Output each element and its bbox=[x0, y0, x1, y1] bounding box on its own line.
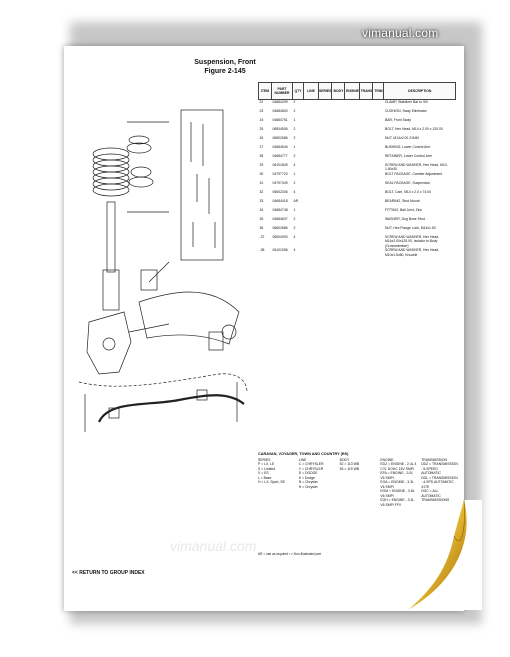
table-row bbox=[259, 163, 456, 172]
cell-trim bbox=[373, 190, 384, 199]
cell-part-number: 04684748 bbox=[272, 208, 288, 212]
cell-part-number: 04684777 bbox=[272, 154, 288, 158]
cell-description: SCREW AND WASHER, Hex Head, M10-1.50x30 bbox=[384, 163, 448, 172]
cell-part-number: 04684637 bbox=[272, 217, 288, 221]
cell-series bbox=[319, 136, 332, 145]
cell-description: BAR, Front Sway bbox=[384, 118, 411, 122]
cell-line bbox=[304, 136, 319, 145]
table-row bbox=[259, 118, 456, 127]
table-row bbox=[259, 109, 456, 118]
cell-description: SCREW AND WASHER, Hex Head, M10x1.5x80, Knuckle bbox=[384, 248, 440, 257]
cell-trans bbox=[360, 208, 373, 217]
legend-header-series: SERIES bbox=[258, 457, 271, 462]
cell-trim bbox=[373, 163, 384, 172]
suspension-diagram bbox=[69, 82, 253, 442]
cell-trans bbox=[360, 190, 373, 199]
table-row bbox=[259, 154, 456, 163]
cell-line bbox=[304, 235, 319, 248]
cell-body bbox=[332, 172, 345, 181]
legend-series bbox=[258, 458, 295, 508]
cell-series bbox=[319, 100, 332, 110]
cell-trim bbox=[373, 109, 384, 118]
cell-part-number: 06101056 bbox=[272, 248, 288, 253]
cell-body bbox=[332, 145, 345, 154]
cell-item: 28 bbox=[259, 154, 264, 158]
cell-qty: 2 bbox=[293, 100, 296, 104]
cell-part-number: 04684751 bbox=[272, 118, 288, 122]
col-qty: QTY bbox=[293, 83, 304, 100]
footnote: AR = use as required • = Non-Illustrated part bbox=[258, 552, 321, 556]
cell-engine bbox=[345, 154, 360, 163]
cell-series bbox=[319, 163, 332, 172]
cell-engine bbox=[345, 248, 360, 257]
cell-series bbox=[319, 118, 332, 127]
cell-item: 25 bbox=[259, 127, 264, 131]
cell-engine bbox=[345, 127, 360, 136]
cell-qty: 1 bbox=[293, 145, 296, 149]
cell-series bbox=[319, 109, 332, 118]
legend-entry: EDZ = ENGINE - 2.4L 4 CYL DOHC 16V SMPI bbox=[380, 462, 417, 471]
cell-line bbox=[304, 154, 319, 163]
cell-line bbox=[304, 127, 319, 136]
cell-engine bbox=[345, 217, 360, 226]
cell-line bbox=[304, 217, 319, 226]
cell-body bbox=[332, 199, 345, 208]
figure-number: Figure 2-145 bbox=[204, 68, 246, 75]
cell-body bbox=[332, 217, 345, 226]
legend-entry: C = CHRYSLER bbox=[298, 462, 324, 466]
cell-line bbox=[304, 199, 319, 208]
cell-part-number: 04797449 bbox=[272, 181, 288, 185]
cell-line bbox=[304, 208, 319, 217]
cell-part-number: 04684418 bbox=[272, 199, 288, 203]
cell-description: NUT, M14x2.00 21MM bbox=[384, 136, 419, 140]
cell-item: 26 bbox=[259, 136, 264, 140]
col-engine: ENGINE bbox=[345, 83, 360, 100]
legend-body bbox=[340, 458, 377, 508]
cell-qty: 4 bbox=[293, 190, 296, 194]
table-row bbox=[259, 208, 456, 217]
legend-entry: H = LX, Sport, SE bbox=[258, 480, 285, 484]
cell-trans bbox=[360, 248, 373, 257]
cell-trim bbox=[373, 136, 384, 145]
cell-description: SCREW AND WASHER, Hex Head, M14x2.00x125.00, Isolator to Body (Crossmember) bbox=[384, 235, 440, 248]
cell-trans bbox=[360, 217, 373, 226]
legend-header-engine: ENGINE bbox=[380, 457, 394, 462]
cell-series bbox=[319, 208, 332, 217]
cell-item: 30 bbox=[259, 172, 264, 176]
cell-series bbox=[319, 154, 332, 163]
cell-line bbox=[304, 172, 319, 181]
cell-part-number: 06101849 bbox=[272, 163, 288, 167]
table-row bbox=[259, 235, 456, 248]
col-description: DESCRIPTION bbox=[384, 83, 456, 100]
cell-part-number: 04797723 bbox=[272, 172, 288, 176]
cell-description: CUSHION, Sway Eliminator bbox=[384, 109, 427, 113]
page-title bbox=[120, 58, 330, 76]
table-row bbox=[259, 217, 456, 226]
cell-item: 27 bbox=[259, 145, 264, 149]
cell-trim bbox=[373, 217, 384, 226]
cell-trans bbox=[360, 136, 373, 145]
cell-item: 29 bbox=[259, 163, 264, 167]
cell-part-number: 06504093 bbox=[272, 235, 288, 239]
cell-trans bbox=[360, 199, 373, 208]
col-trim: TRIM bbox=[373, 83, 384, 100]
cell-item: 22 bbox=[259, 100, 264, 104]
cell-line bbox=[304, 100, 319, 110]
cell-line bbox=[304, 226, 319, 235]
cell-body bbox=[332, 226, 345, 235]
legend-entry: N = Chrysler bbox=[298, 480, 318, 484]
cell-qty: 2 bbox=[293, 154, 296, 158]
cell-trim bbox=[373, 127, 384, 136]
cell-trim bbox=[373, 181, 384, 190]
legend-entry: DGC = ALL AUTOMATIC TRANSMISSIONS bbox=[421, 489, 450, 502]
cell-series bbox=[319, 226, 332, 235]
cell-part-number: 04684800 bbox=[272, 109, 288, 113]
cell-item: 35 bbox=[259, 217, 264, 221]
cell-body bbox=[332, 190, 345, 199]
table-row bbox=[259, 199, 456, 208]
col-trans: TRANS bbox=[360, 83, 373, 100]
cell-description: FITTING, Ball Joint, Zinc bbox=[384, 208, 423, 212]
legend-entry: DGL = TRANSMISSION - 4-SPD AUTOMATIC 41TE bbox=[421, 475, 458, 489]
legend-header-line: LINE bbox=[298, 457, 307, 462]
cell-description: BEARING, Strut Mount bbox=[384, 199, 420, 203]
legend-entry: S = Limited bbox=[258, 466, 276, 471]
legend-entry: L = Base bbox=[258, 475, 272, 480]
cell-trim bbox=[373, 208, 384, 217]
cell-trim bbox=[373, 199, 384, 208]
cell-description: WASHER, Dog Bone Strut bbox=[384, 217, 425, 221]
cell-engine bbox=[345, 109, 360, 118]
legend-entry: EFA = ENGINE - 3.0L V6 SMPI bbox=[380, 471, 413, 480]
cell-engine bbox=[345, 118, 360, 127]
cell-description: BOLT, Cam, M14 x 2.0 x 74.00 bbox=[384, 190, 432, 194]
cell-description: SEAL PACKAGE, Suspension bbox=[384, 181, 431, 185]
cell-qty: 2 bbox=[293, 109, 296, 113]
legend-header-transmission: TRANSMISSION bbox=[421, 457, 447, 462]
crossmember-outline bbox=[79, 374, 247, 392]
cell-engine bbox=[345, 199, 360, 208]
cell-part-number: 04684546 bbox=[272, 145, 288, 149]
legend-entry: EGH = ENGINE - 3.3L V6 SMPI FFV bbox=[380, 498, 415, 507]
cell-part-number: 06502886 bbox=[272, 226, 288, 230]
cell-engine bbox=[345, 136, 360, 145]
cell-line bbox=[304, 109, 319, 118]
cell-line bbox=[304, 118, 319, 127]
table-row bbox=[259, 248, 456, 257]
legend-title: CARAVAN, VOYAGER, TOWN AND COUNTRY (RS) bbox=[258, 452, 349, 456]
cell-qty: 1 bbox=[293, 118, 296, 122]
cell-body bbox=[332, 136, 345, 145]
cell-description: CLAMP, Stabilizer Bar to Sill bbox=[384, 100, 428, 104]
cell-trans bbox=[360, 145, 373, 154]
cell-item: 34 bbox=[259, 208, 264, 212]
cell-qty: 2 bbox=[293, 136, 296, 140]
cell-body bbox=[332, 163, 345, 172]
cell-body bbox=[332, 208, 345, 217]
sway-bar bbox=[99, 395, 244, 422]
cell-part-number: 06502306 bbox=[272, 190, 288, 194]
col-series: SERIES bbox=[319, 83, 332, 100]
cell-qty: 4 bbox=[293, 163, 296, 167]
cell-series bbox=[319, 127, 332, 136]
cell-engine bbox=[345, 145, 360, 154]
legend-entry: 52 = 113 WB bbox=[339, 462, 360, 466]
cell-item: -37 bbox=[259, 235, 265, 239]
cell-part-number: 06502686 bbox=[272, 136, 288, 140]
cell-description: NUT, Hex Flange Lock, M14x1.50 bbox=[384, 226, 436, 230]
table-header-row bbox=[259, 83, 456, 100]
legend-line bbox=[299, 458, 336, 508]
cell-engine bbox=[345, 163, 360, 172]
legend-header-body: BODY bbox=[339, 457, 350, 462]
cell-qty: 2 bbox=[293, 181, 296, 185]
cell-trans bbox=[360, 109, 373, 118]
cell-qty: 4 bbox=[293, 248, 296, 253]
table-row bbox=[259, 172, 456, 181]
cell-trans bbox=[360, 127, 373, 136]
cell-trim bbox=[373, 172, 384, 181]
cell-part-number: 04684299 bbox=[272, 100, 288, 104]
cell-trans bbox=[360, 154, 373, 163]
cell-qty: 2 bbox=[293, 226, 296, 230]
strut-body bbox=[103, 270, 119, 310]
legend-entry: Y = CHRYSLER bbox=[298, 466, 324, 471]
cell-description: BOLT, Hex Head, M14 x 2.00 x 120.00 bbox=[384, 127, 443, 131]
cell-series bbox=[319, 172, 332, 181]
cell-trim bbox=[373, 145, 384, 154]
col-item: ITEM bbox=[259, 83, 272, 100]
cell-trans bbox=[360, 100, 373, 110]
cell-line bbox=[304, 181, 319, 190]
cell-trans bbox=[360, 172, 373, 181]
cell-engine bbox=[345, 226, 360, 235]
cell-body bbox=[332, 100, 345, 110]
cell-line bbox=[304, 163, 319, 172]
table-row bbox=[259, 190, 456, 199]
table-row bbox=[259, 226, 456, 235]
table-row bbox=[259, 145, 456, 154]
cell-body bbox=[332, 109, 345, 118]
cell-item: 36 bbox=[259, 226, 264, 230]
legend-entry: K = Dodge bbox=[298, 475, 315, 480]
cell-qty: 2 bbox=[293, 217, 296, 221]
cell-trim bbox=[373, 154, 384, 163]
cell-engine bbox=[345, 172, 360, 181]
cell-trim bbox=[373, 118, 384, 127]
legend-entry: P = LX, LE bbox=[258, 462, 275, 466]
lower-control-arm bbox=[139, 292, 239, 344]
table-row bbox=[259, 127, 456, 136]
cell-trim bbox=[373, 235, 384, 248]
cell-trans bbox=[360, 118, 373, 127]
legend-entry: EGM = ENGINE - 3.8L V6 SMPI bbox=[380, 489, 415, 498]
coil-spring bbox=[93, 148, 129, 196]
cell-body bbox=[332, 127, 345, 136]
col-part-number: PART NUMBER bbox=[272, 83, 293, 100]
cell-series bbox=[319, 217, 332, 226]
legend-entry: X = ES bbox=[258, 471, 269, 475]
cell-series bbox=[319, 181, 332, 190]
cell-series bbox=[319, 145, 332, 154]
center-watermark: vimanual.com bbox=[170, 538, 257, 554]
cell-body bbox=[332, 235, 345, 248]
cell-engine bbox=[345, 181, 360, 190]
col-line: LINE bbox=[304, 83, 319, 100]
cell-series bbox=[319, 248, 332, 257]
cell-trim bbox=[373, 100, 384, 110]
table-row bbox=[259, 136, 456, 145]
cell-qty: 1 bbox=[293, 172, 296, 176]
cell-trans bbox=[360, 163, 373, 172]
cell-qty: 1 bbox=[293, 208, 296, 212]
cell-qty: AR bbox=[293, 199, 299, 203]
page-curl-icon bbox=[404, 496, 488, 612]
cell-item: 32 bbox=[259, 190, 264, 194]
cell-trim bbox=[373, 248, 384, 257]
cell-item: -38 bbox=[259, 248, 265, 253]
cell-trans bbox=[360, 235, 373, 248]
cell-line bbox=[304, 190, 319, 199]
cell-item: 24 bbox=[259, 118, 264, 122]
cell-line bbox=[304, 145, 319, 154]
cell-description: RETAINER, Lower Control Arm bbox=[384, 154, 432, 158]
parts-table bbox=[258, 82, 456, 257]
steering-knuckle bbox=[87, 312, 131, 374]
table-row bbox=[259, 100, 456, 110]
cell-part-number: 06504506 bbox=[272, 127, 288, 131]
cell-description: BOLT PACKAGE, Camber Adjustment bbox=[384, 172, 443, 176]
cell-trans bbox=[360, 181, 373, 190]
cell-item: 31 bbox=[259, 181, 264, 185]
cell-qty: 2 bbox=[293, 127, 296, 131]
cell-series bbox=[319, 190, 332, 199]
bushing-box bbox=[141, 270, 157, 290]
cell-item: 33 bbox=[259, 199, 264, 203]
cell-line bbox=[304, 248, 319, 257]
return-to-group-index-link[interactable]: << RETURN TO GROUP INDEX bbox=[72, 570, 145, 576]
cell-trim bbox=[373, 226, 384, 235]
hardware-group-box bbox=[181, 110, 223, 260]
cell-item: 23 bbox=[259, 109, 264, 113]
col-body: BODY bbox=[332, 83, 345, 100]
cell-engine bbox=[345, 100, 360, 110]
cell-description: BUSHING, Lower Control Arm bbox=[384, 145, 431, 149]
cell-series bbox=[319, 235, 332, 248]
cell-body bbox=[332, 181, 345, 190]
section-title: Suspension, Front bbox=[194, 59, 256, 66]
cell-qty: 4 bbox=[293, 235, 296, 239]
legend-entry: D = DODGE bbox=[298, 471, 318, 475]
cell-body bbox=[332, 154, 345, 163]
legend-entry: H = Chrysler bbox=[298, 484, 318, 489]
cell-engine bbox=[345, 235, 360, 248]
table-row bbox=[259, 181, 456, 190]
cell-series bbox=[319, 199, 332, 208]
strut-mount bbox=[127, 136, 153, 187]
cell-body bbox=[332, 248, 345, 257]
cell-engine bbox=[345, 190, 360, 199]
strut bbox=[107, 202, 115, 272]
cell-engine bbox=[345, 208, 360, 217]
legend-entry: EGA = ENGINE - 3.3L V6 SMPI bbox=[380, 480, 414, 489]
cell-body bbox=[332, 118, 345, 127]
legend-entry: DDZ = TRANSMISSION - 5-SPEED AUTOMATIC bbox=[421, 462, 458, 475]
legend-entry: 53 = 119 WB bbox=[339, 466, 360, 471]
site-watermark: vimanual.com bbox=[362, 26, 439, 40]
cell-trans bbox=[360, 226, 373, 235]
